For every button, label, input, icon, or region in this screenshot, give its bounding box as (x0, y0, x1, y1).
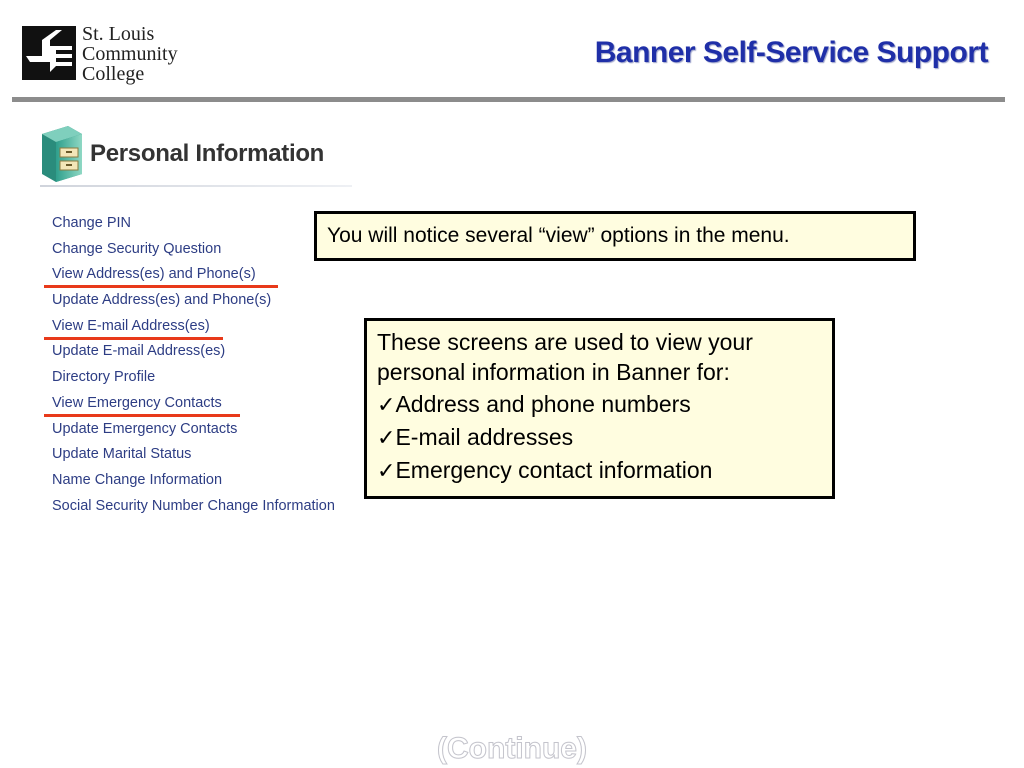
menu-item-highlighted[interactable] (52, 265, 335, 291)
menu-link-view-email[interactable]: View E-mail Address(es) (52, 317, 210, 334)
logo-emblem-icon (22, 26, 76, 80)
menu-item[interactable] (52, 445, 335, 471)
menu-item[interactable] (52, 214, 335, 240)
logo-line: College (82, 63, 145, 85)
file-cabinet-icon (38, 124, 84, 182)
menu-link-update-emergency-contacts[interactable]: Update Emergency Contacts (52, 420, 238, 437)
checkmark-icon: ✓ (377, 458, 396, 483)
menu-item[interactable] (52, 342, 335, 368)
page-title: Banner Self-Service Support (594, 36, 988, 69)
menu-link-change-pin[interactable]: Change PIN (52, 215, 131, 231)
notice-callout (314, 211, 916, 261)
callout-intro: These screens are used to view your personal information in Banner for: (377, 329, 753, 385)
menu-link-view-emergency-contacts[interactable]: View Emergency Contacts (52, 394, 222, 411)
logo-line: Community (82, 43, 178, 65)
menu-item[interactable] (52, 291, 335, 317)
header-divider (12, 97, 1005, 102)
personal-info-menu (52, 214, 335, 522)
section-title: Personal Information (90, 140, 325, 167)
menu-link-change-security-question[interactable]: Change Security Question (52, 240, 222, 257)
menu-link-update-marital-status[interactable]: Update Marital Status (52, 446, 192, 463)
callout-bullet (377, 453, 822, 488)
continue-label: (Continue) (437, 732, 587, 765)
menu-item-highlighted[interactable] (52, 317, 335, 343)
menu-item[interactable] (52, 471, 335, 497)
bullet-text: Emergency contact information (395, 457, 713, 483)
checkmark-icon: ✓ (377, 392, 396, 417)
menu-item[interactable] (52, 497, 335, 523)
college-logo (22, 24, 202, 86)
bullet-text: Address and phone numbers (395, 391, 691, 417)
bullet-text: E-mail addresses (395, 424, 574, 450)
logo-line: St. Louis (82, 23, 155, 45)
callout-bullet (377, 387, 822, 422)
menu-link-view-address[interactable]: View Address(es) and Phone(s) (52, 266, 256, 283)
menu-link-ssn-change[interactable]: Social Security Number Change Information (52, 497, 335, 514)
checkmark-icon: ✓ (377, 425, 396, 450)
menu-item[interactable] (52, 240, 335, 266)
callout-bullet (377, 420, 822, 455)
menu-item[interactable] (52, 368, 335, 394)
menu-link-name-change[interactable]: Name Change Information (52, 471, 223, 488)
menu-link-directory-profile[interactable]: Directory Profile (52, 369, 156, 386)
section-divider (40, 185, 352, 187)
notice-text: You will notice several “view” options in the menu. (327, 224, 790, 247)
menu-item-highlighted[interactable] (52, 394, 335, 420)
menu-link-update-address[interactable]: Update Address(es) and Phone(s) (52, 292, 272, 309)
logo-text (82, 24, 178, 84)
menu-item[interactable] (52, 420, 335, 446)
section-header (38, 122, 354, 190)
info-callout (364, 318, 835, 499)
menu-link-update-email[interactable]: Update E-mail Address(es) (52, 343, 226, 360)
